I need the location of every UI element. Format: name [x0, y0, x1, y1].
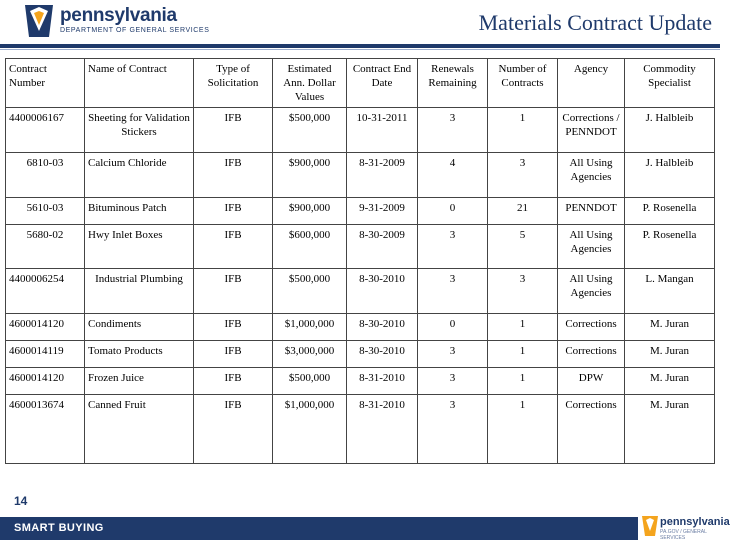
logo-wordmark: pennsylvania — [60, 5, 177, 26]
specialist-cell: P. Rosenella — [625, 197, 715, 224]
table-header-row — [6, 59, 715, 108]
dollar-value-cell: $1,000,000 — [273, 314, 347, 341]
solicitation-cell: IFB — [194, 197, 273, 224]
end-date-cell: 8-30-2009 — [347, 224, 418, 269]
solicitation-cell: IFB — [194, 395, 273, 464]
page-number: 14 — [14, 494, 28, 508]
column-header: Commodity Specialist — [625, 59, 715, 108]
end-date-cell: 8-31-2009 — [347, 152, 418, 197]
contracts-count-cell: 3 — [488, 152, 558, 197]
page-title: Materials Contract Update — [478, 10, 712, 35]
agency-cell: All Using Agencies — [558, 224, 625, 269]
table-row — [6, 108, 715, 153]
footer-logo-subtitle: PA.GOV / GENERAL SERVICES — [660, 529, 707, 541]
contract-number-cell: 4400006167 — [6, 108, 85, 153]
column-header: Contract Number — [6, 59, 85, 108]
column-header: Renewals Remaining — [418, 59, 488, 108]
contracts-count-cell: 1 — [488, 368, 558, 395]
column-header: Number of Contracts — [488, 59, 558, 108]
table-row — [6, 152, 715, 197]
end-date-cell: 10-31-2011 — [347, 108, 418, 153]
contract-name-cell: Frozen Juice — [85, 368, 194, 395]
renewals-cell: 3 — [418, 395, 488, 464]
end-date-cell: 8-30-2010 — [347, 314, 418, 341]
table-row — [6, 269, 715, 314]
specialist-cell: M. Juran — [625, 395, 715, 464]
contract-name-cell: Calcium Chloride — [85, 152, 194, 197]
renewals-cell: 3 — [418, 368, 488, 395]
column-header: Agency — [558, 59, 625, 108]
specialist-cell: J. Halbleib — [625, 108, 715, 153]
table-row — [6, 197, 715, 224]
contract-name-cell: Tomato Products — [85, 341, 194, 368]
solicitation-cell: IFB — [194, 341, 273, 368]
keystone-icon — [22, 3, 56, 39]
solicitation-cell: IFB — [194, 152, 273, 197]
contract-name-cell: Bituminous Patch — [85, 197, 194, 224]
contract-number-cell: 4400006254 — [6, 269, 85, 314]
table-row — [6, 341, 715, 368]
renewals-cell: 3 — [418, 108, 488, 153]
contracts-count-cell: 1 — [488, 108, 558, 153]
contract-number-cell: 4600014120 — [6, 368, 85, 395]
specialist-cell: M. Juran — [625, 368, 715, 395]
contracts-count-cell: 3 — [488, 269, 558, 314]
end-date-cell: 8-30-2010 — [347, 341, 418, 368]
contracts-count-cell: 1 — [488, 314, 558, 341]
dollar-value-cell: $500,000 — [273, 108, 347, 153]
column-header: Type of Solicitation — [194, 59, 273, 108]
specialist-cell: L. Mangan — [625, 269, 715, 314]
agency-cell: DPW — [558, 368, 625, 395]
solicitation-cell: IFB — [194, 269, 273, 314]
contracts-count-cell: 1 — [488, 395, 558, 464]
solicitation-cell: IFB — [194, 224, 273, 269]
header-divider — [0, 44, 720, 48]
contracts-table — [5, 58, 715, 464]
header-divider-thin — [0, 49, 720, 50]
dollar-value-cell: $3,000,000 — [273, 341, 347, 368]
solicitation-cell: IFB — [194, 108, 273, 153]
table-row — [6, 395, 715, 464]
renewals-cell: 4 — [418, 152, 488, 197]
dollar-value-cell: $600,000 — [273, 224, 347, 269]
contract-name-cell: Condiments — [85, 314, 194, 341]
dollar-value-cell: $1,000,000 — [273, 395, 347, 464]
renewals-cell: 3 — [418, 224, 488, 269]
pa-keystone-icon — [640, 515, 660, 537]
agency-cell: Corrections — [558, 314, 625, 341]
contracts-count-cell: 5 — [488, 224, 558, 269]
pa-dgs-logo — [22, 3, 222, 39]
specialist-cell: J. Halbleib — [625, 152, 715, 197]
solicitation-cell: IFB — [194, 368, 273, 395]
end-date-cell: 8-31-2010 — [347, 368, 418, 395]
agency-cell: All Using Agencies — [558, 269, 625, 314]
end-date-cell: 9-31-2009 — [347, 197, 418, 224]
agency-cell: Corrections — [558, 341, 625, 368]
column-header: Name of Contract — [85, 59, 194, 108]
specialist-cell: M. Juran — [625, 341, 715, 368]
program-name: SMART BUYING — [14, 522, 104, 534]
agency-cell: Corrections — [558, 395, 625, 464]
footer-logo — [638, 513, 730, 541]
agency-cell: All Using Agencies — [558, 152, 625, 197]
specialist-cell: P. Rosenella — [625, 224, 715, 269]
contract-number-cell: 4600013674 — [6, 395, 85, 464]
dollar-value-cell: $900,000 — [273, 197, 347, 224]
agency-cell: PENNDOT — [558, 197, 625, 224]
renewals-cell: 3 — [418, 341, 488, 368]
contract-number-cell: 5610-03 — [6, 197, 85, 224]
table-row — [6, 314, 715, 341]
contract-name-cell: Sheeting for Validation Stickers — [85, 108, 194, 153]
contracts-count-cell: 21 — [488, 197, 558, 224]
solicitation-cell: IFB — [194, 314, 273, 341]
renewals-cell: 0 — [418, 314, 488, 341]
renewals-cell: 0 — [418, 197, 488, 224]
contract-name-cell: Industrial Plumbing — [85, 269, 194, 314]
end-date-cell: 8-31-2010 — [347, 395, 418, 464]
dollar-value-cell: $900,000 — [273, 152, 347, 197]
renewals-cell: 3 — [418, 269, 488, 314]
column-header: Estimated Ann. Dollar Values — [273, 59, 347, 108]
specialist-cell: M. Juran — [625, 314, 715, 341]
contract-number-cell: 4600014119 — [6, 341, 85, 368]
logo-subtitle: DEPARTMENT OF GENERAL SERVICES — [60, 27, 210, 34]
footer-wordmark: pennsylvania — [660, 516, 730, 528]
contract-number-cell: 5680-02 — [6, 224, 85, 269]
dollar-value-cell: $500,000 — [273, 368, 347, 395]
end-date-cell: 8-30-2010 — [347, 269, 418, 314]
dollar-value-cell: $500,000 — [273, 269, 347, 314]
contracts-count-cell: 1 — [488, 341, 558, 368]
footer-bar — [0, 516, 730, 541]
contract-name-cell: Hwy Inlet Boxes — [85, 224, 194, 269]
table-row — [6, 368, 715, 395]
contract-number-cell: 4600014120 — [6, 314, 85, 341]
contract-name-cell: Canned Fruit — [85, 395, 194, 464]
contract-number-cell: 6810-03 — [6, 152, 85, 197]
agency-cell: Corrections / PENNDOT — [558, 108, 625, 153]
column-header: Contract End Date — [347, 59, 418, 108]
header-bar — [0, 0, 720, 44]
table-row — [6, 224, 715, 269]
